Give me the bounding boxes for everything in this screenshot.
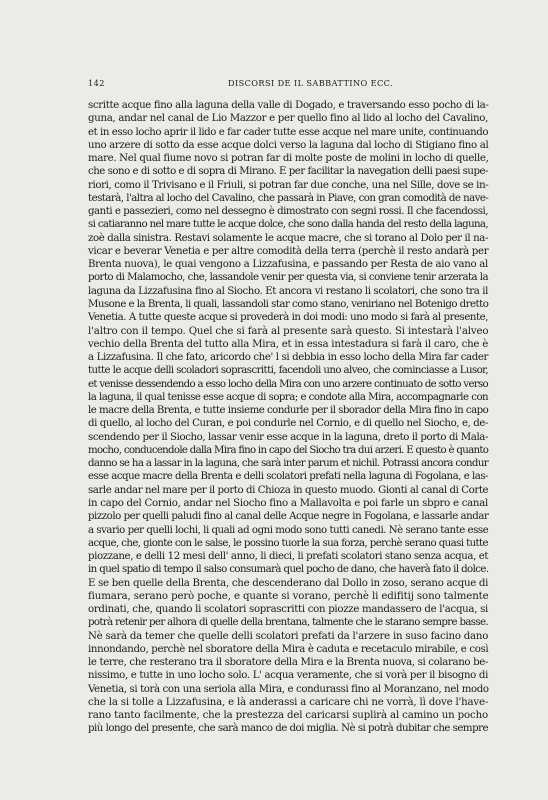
page-header (88, 78, 488, 92)
text-line: innondando, perchè nel sboratore della Mira è caduta e recetaculo mirabile, e così (88, 643, 489, 655)
text-line: in capo del Cornio, andar nel Siocho fino a Mallavolta e poi farle un sbpro e canal (88, 497, 488, 509)
text-line: nissimo, e tutte in uno locho solo. L' acqua veramente, che si vorà per il bisogno di (88, 670, 488, 682)
text-line: E se ben quelle della Brenta, che descenderano dal Dollo in zoso, serano acque di (88, 577, 489, 589)
running-head: DISCORSI DE IL SABBATTINO ECC. (228, 78, 394, 88)
text-line: fiumara, serano però poche, e quante si vorano, perchè li edifitij sono talmente (88, 590, 489, 602)
text-line: mare. Nel qual fiume novo si potran far di molte poste de molini in locho di quelle, (88, 153, 489, 165)
text-line: tutte le acque delli scoladori soprascritti, facendoli uno alveo, che cominciasse a Lusor, (88, 365, 488, 377)
text-line: piozzane, e delli 12 mesi dell' anno, li dieci, li prefati scolatori stano senza acqua, et (88, 551, 489, 563)
text-line: le macre della Brenta, e tutte insieme condurle per il sborador della Mira fino in capo (88, 405, 489, 417)
text-line: esse acque macre della Brenta e delli scolatori prefati nella laguna di Fogolana, e las- (88, 471, 488, 483)
text-line: laguna da Lizzafusina fino al Siocho. Et ancora vi restano li scolatori, che sono tra il (88, 285, 488, 297)
text-line: guna, andar nel canal de Lio Mazzor e per quello fino al lido al locho del Cavalino, (88, 113, 488, 125)
text-line: di quello, al locho del Curan, e poi condurle nel Cornio, e di quello nel Siocho, e, de- (88, 418, 488, 430)
text-line: a Lizzafusina. Il che fato, aricordo che' l si debbia in esso locho della Mira far cader (88, 352, 488, 364)
text-line: Nè sarà da temer che quelle delli scolatori prefati da l'arzere in suso facino dano (88, 630, 489, 642)
page-number: 142 (88, 78, 105, 88)
text-line: potrà retenir per alhora di quelle della brentana, talmente che le starano sempre basse. (88, 617, 488, 629)
text-line: più longo del presente, che sarà manco de doi miglia. Nè si potrà dubitar che sempre (88, 723, 488, 735)
text-line: scritte acque fino alla laguna della valle di Dogado, e traversando esso pocho di la- (88, 100, 489, 111)
text-line: scendendo per il Siocho, lassar venir esse acque in la laguna, dreto il porto di Mala- (88, 431, 488, 443)
text-line: rano tanto facilmente, che la prestezza del caricarsi suplirà al camino un pocho (88, 710, 488, 722)
text-line: ordinati, che, quando li scolatori soprascritti con piozze mandassero de l'acqua, si (88, 604, 488, 616)
text-line: Venetia, si torà con una seriola alla Mira, e condurassi fino al Moranzano, nel modo (88, 683, 489, 695)
text-line: in quel spatio di tempo il salso consumarà quel pocho de dano, che haverà fato il dolce. (88, 564, 489, 576)
text-line: Brenta nuova), le quai vengono a Lizzafusina, e passando per Resta de aio vano al (88, 259, 488, 271)
text-line: le terre, che resterano tra il sboratore della Mira e la Brenta nuova, si colarano be- (88, 657, 488, 669)
text-line: a svario per quelli lochi, li quali ad ogni modo sono tutti canedi. Nè serano tante esse (88, 524, 489, 536)
text-line: mocho, conducendole dalla Mira fino in capo del Siocho tra dui arzeri. E questo è quanto (88, 444, 489, 456)
text-line: ganti e passezieri, como nel dessegno è dimostrato con segni rossi. Il che facendossi, (88, 206, 488, 218)
body-text (88, 99, 488, 736)
text-line: Venetia. A tutte queste acque si provederà in doi modi: uno modo si farà al presente, (88, 312, 488, 324)
text-line: sarle andar nel mare per il porto di Chioza in questo muodo. Gionti al canal di Corte (88, 484, 489, 496)
text-line: acque, che, gionte con le salse, le possino tuorle la sua forza, perchè serano quasi tutte (88, 537, 488, 549)
text-line: porto di Malamocho, che, lassandole venir per questa via, si conviene tenir arzerata la (88, 272, 488, 284)
text-line: uno arzere di sotto da esse acque dolci verso la laguna dal locho di Stigiano fino al (88, 139, 489, 151)
text-line: et in esso locho aprir il lido e far cader tutte esse acque nel mare unite, continuando (88, 126, 489, 138)
text-line: si catiaranno nel mare tutte le acque dolce, che sono dalla handa del resto della laguna, (88, 219, 488, 231)
text-line: riori, como il Trivisano e il Friuli, si potran far due conche, una nel Sille, dove se in- (88, 179, 489, 191)
text-line: zoè dalla sinistra. Restavi solamente le acque macre, che si torano al Dolo per il na- (88, 232, 488, 244)
text-line: et venisse dessendendo a esso locho della Mira con uno arzere continuato de sotto verso (88, 378, 488, 390)
text-line: vechio della Brenta del tutto alla Mira, et in essa intestadura si farà il caro, che è (88, 338, 488, 350)
text-line: Musone e la Brenta, li quali, lassandoli star como stano, veniriano nel Botenigo dretto (88, 298, 489, 310)
text-line: che la si tolle a Lizzafusina, e là anderassi a caricare chi ne vorrà, lì dove l'have- (88, 696, 489, 708)
text-line: testarà, l'altra al locho del Cavalino, che passarà in Piave, con gran comodità de nave- (88, 192, 489, 204)
text-line: pizzolo per quelli paludi fino al canal delle Acque negre in Fogolana, e lassarle andar (88, 511, 489, 523)
text-line: vicar e beverar Venetia e per altre comodità della terra (perchè il resto andarà per (88, 245, 489, 257)
text-line: l'altro con il tempo. Quel che si farà al presente sarà questo. Si intestarà l'alveo (88, 325, 489, 337)
text-line: che sono e di sotto e di sopra di Mirano. E per facilitar la navegation delli paesi supe- (88, 166, 488, 178)
text-line: danno se ha a lassar in la laguna, che sarà inter parum et nichil. Potrassi ancora condur (88, 458, 488, 470)
text-line: la laguna, il qual tenisse esse acque di sopra; e condote alla Mira, accompagnarle con (88, 391, 489, 403)
